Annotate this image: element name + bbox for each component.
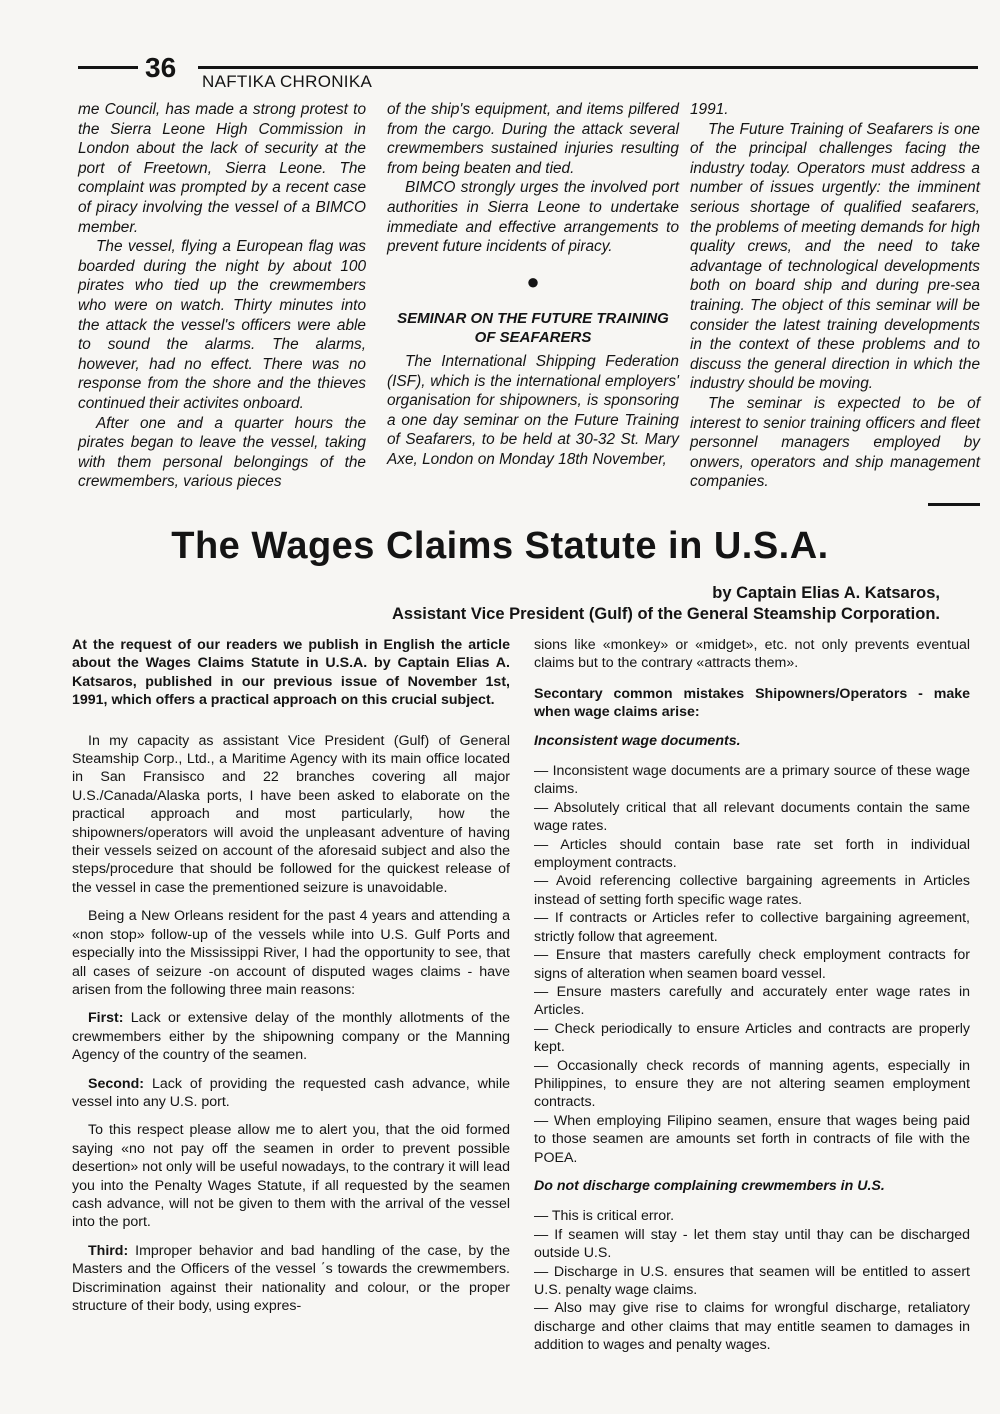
intro-paragraph: At the request of our readers we publish in English the article about the Wages Claims Statute in U.S.A. by Captain Elias A. Katsaros, published in our previous issue of November 1st, 1991, which offers a practical approach on this crucial subject. (72, 637, 510, 709)
list-item: — Ensure that masters carefully check employment contracts for signs of alteration when seamen board vessel. (534, 947, 970, 982)
body-column-left (72, 636, 510, 1315)
list-item: — Also may give rise to claims for wrongful discharge, retaliatory discharge and other claims that may entitle seamen to damages in addition to wages and penalty wages. (534, 1300, 970, 1354)
paragraph: Being a New Orleans resident for the past 4 years and attending a «non stop» follow-up of the vessels while into U.S. Gulf Ports and especially into the Mississippi River, I had the opportunity to see, that all cases of seizure -on account of disputed wages claims - have arisen from the following three main reasons: (72, 908, 510, 998)
reason-text: Lack of providing the requested cash advance, while vessel into any U.S. port. (72, 1075, 510, 1110)
list-item: — Check periodically to ensure Articles and contracts are properly kept. (534, 1020, 970, 1056)
paragraph: The seminar is expected to be of interest to senior training officers and fleet personnel managers employed by onwers, operators and ship management companies. (690, 394, 980, 491)
top-column-1 (78, 100, 366, 492)
paragraph: The Future Training of Seafarers is one of the principal challenges facing the industry today. Operators must address a number of issues urgently: the imminent serious shortage of qualified seafarers, the problems of meeting demands for high quality crews, and the need to take advantage of technological developments both on board ship and during pre-sea training. The object of this seminar will be consider the latest training developments in the context of these problems and to discuss the general direction in which the industry should be moving. (690, 120, 980, 393)
paragraph: After one and a quarter hours the pirates began to leave the vessel, taking with them personal belongings of the crewmembers, various pieces (78, 414, 366, 491)
list-item: — Discharge in U.S. ensures that seamen will be entitled to assert U.S. penalty wage claims. (534, 1263, 970, 1298)
list-item: — If seamen will stay - let them stay until thay can be discharged outside U.S. (534, 1226, 970, 1262)
top-column-3 (690, 100, 980, 492)
list-item: — Inconsistent wage documents are a primary source of these wage claims. (534, 763, 970, 798)
inconsistent-wage-heading: Inconsistent wage documents. (534, 732, 741, 749)
paragraph: To this respect please allow me to alert you, that the oid formed saying «no not pay off the seamen in order to prevent possible desertion» not only will be useful nowadays, to the contrary it will lead you into the Penalty Wages Statute, if all requested by the seamen cash advance, will not be given to them with the arrival of the vessel into the port. (72, 1122, 510, 1231)
top-column-2 (387, 100, 679, 470)
list-item: — This is critical error. (534, 1208, 675, 1225)
body-column-right (534, 636, 970, 1355)
header-rule-left (78, 66, 138, 69)
article-end-rule (928, 503, 980, 506)
paragraph: 1991. (690, 101, 729, 118)
paragraph: sions like «monkey» or «midget», etc. not only prevents eventual claims but to the contrary «attracts them». (534, 637, 970, 672)
page-number: 36 (145, 52, 177, 83)
byline-role: Assistant Vice President (Gulf) of the General Steamship Corporation. (392, 605, 940, 623)
reason-text: Improper behavior and bad handling of the case, by the Masters and the Officers of the vessel ΄s towards the crewmembers. Discrimination against their nationality and colour, or the proper structure of their body, using expres- (72, 1242, 510, 1314)
paragraph: me Council, has made a strong protest to the Sierra Leone High Commission in London about the lack of security at the port of Freetown, Sierra Leone. The complaint was prompted by a recent case of piracy involving the vessel of a BIMCO member. (78, 101, 366, 236)
reason-first (72, 1009, 510, 1064)
discharge-heading: Do not discharge complaining crewmembers in U.S. (534, 1177, 885, 1194)
publication-name: NAFTIKA CHRONIKA (202, 72, 373, 91)
byline-author: by Captain Elias A. Katsaros, (712, 584, 940, 602)
list-item: — If contracts or Articles refer to collective bargaining agreement, strictly follow that agreement. (534, 910, 970, 945)
seminar-heading: SEMINAR ON THE FUTURE TRAINING OF SEAFARERS (397, 309, 669, 347)
section-separator-bullet: ● (526, 268, 540, 294)
paragraph: The International Shipping Federation (ISF), which is the international employers' organisation for shipowners, is sponsoring a one day seminar on the Future Training of Seafarers, to be held at 30-32 St. Mary Axe, London on Monday 18th November, (387, 352, 679, 468)
header-rule-right (198, 66, 978, 69)
reason-text: Lack or extensive delay of the monthly allotments of the crewmembers either by the shipowning company or the Manning Agency of the country of the seamen. (72, 1010, 510, 1064)
paragraph: The vessel, flying a European flag was boarded during the night by about 100 pirates who tied up the crewmembers who were on watch. Thirty minutes into the attack the vessel's officers were able to sound the alarms. The alarms, however, had no effect. There was no response from the shore and the thieves continued their activites onboard. (78, 238, 366, 412)
list-item: — Occasionally check records of manning agents, especially in Philippines, to ensure they are not altering seamen employment contracts. (534, 1057, 970, 1111)
secondary-mistakes-heading: Secontary common mistakes Shipowners/Operators - make when wage claims arise: (534, 685, 970, 721)
paragraph: of the ship's equipment, and items pilfered from the cargo. During the attack several crewmembers sustained injuries resulting from being beaten and tied. (387, 101, 679, 177)
reason-label: Second: (88, 1075, 144, 1092)
reason-third (72, 1242, 510, 1316)
list-item: — When employing Filipino seamen, ensure that wages being paid to those seamen are amounts set forth in contracts of file with the POEA. (534, 1112, 970, 1166)
reason-second (72, 1075, 510, 1112)
list-item: — Articles should contain base rate set forth in individual employment contracts. (534, 836, 970, 872)
list-item: — Absolutely critical that all relevant documents contain the same wage rates. (534, 799, 970, 835)
article-title: The Wages Claims Statute in U.S.A. (171, 525, 829, 567)
reason-label: First: (88, 1010, 124, 1027)
paragraph: BIMCO strongly urges the involved port authorities in Sierra Leone to undertake immediate and effective arrangements to prevent future incidents of piracy. (387, 179, 679, 256)
list-item: — Avoid referencing collective bargaining agreements in Articles instead of setting forth specific wage rates. (534, 873, 970, 908)
list-item: — Ensure masters carefully and accurately enter wage rates in Articles. (534, 983, 970, 1019)
reason-label: Third: (88, 1242, 129, 1259)
paragraph: In my capacity as assistant Vice President (Gulf) of General Steamship Corp., Ltd., a Maritime Agency with its main office located in San Fransisco and 22 branches covering all major U.S./Canada/Alaska ports, I have been asked to elaborate on the practical approach and most particularly, how the shipowners/operators will avoid the unpleasant adventure of having their vessels seized on account of the aforesaid subject and also the steps/procedure that should be followed for the quickest release of the vessel in case the prementioned seizure is unavoidable. (72, 732, 510, 896)
